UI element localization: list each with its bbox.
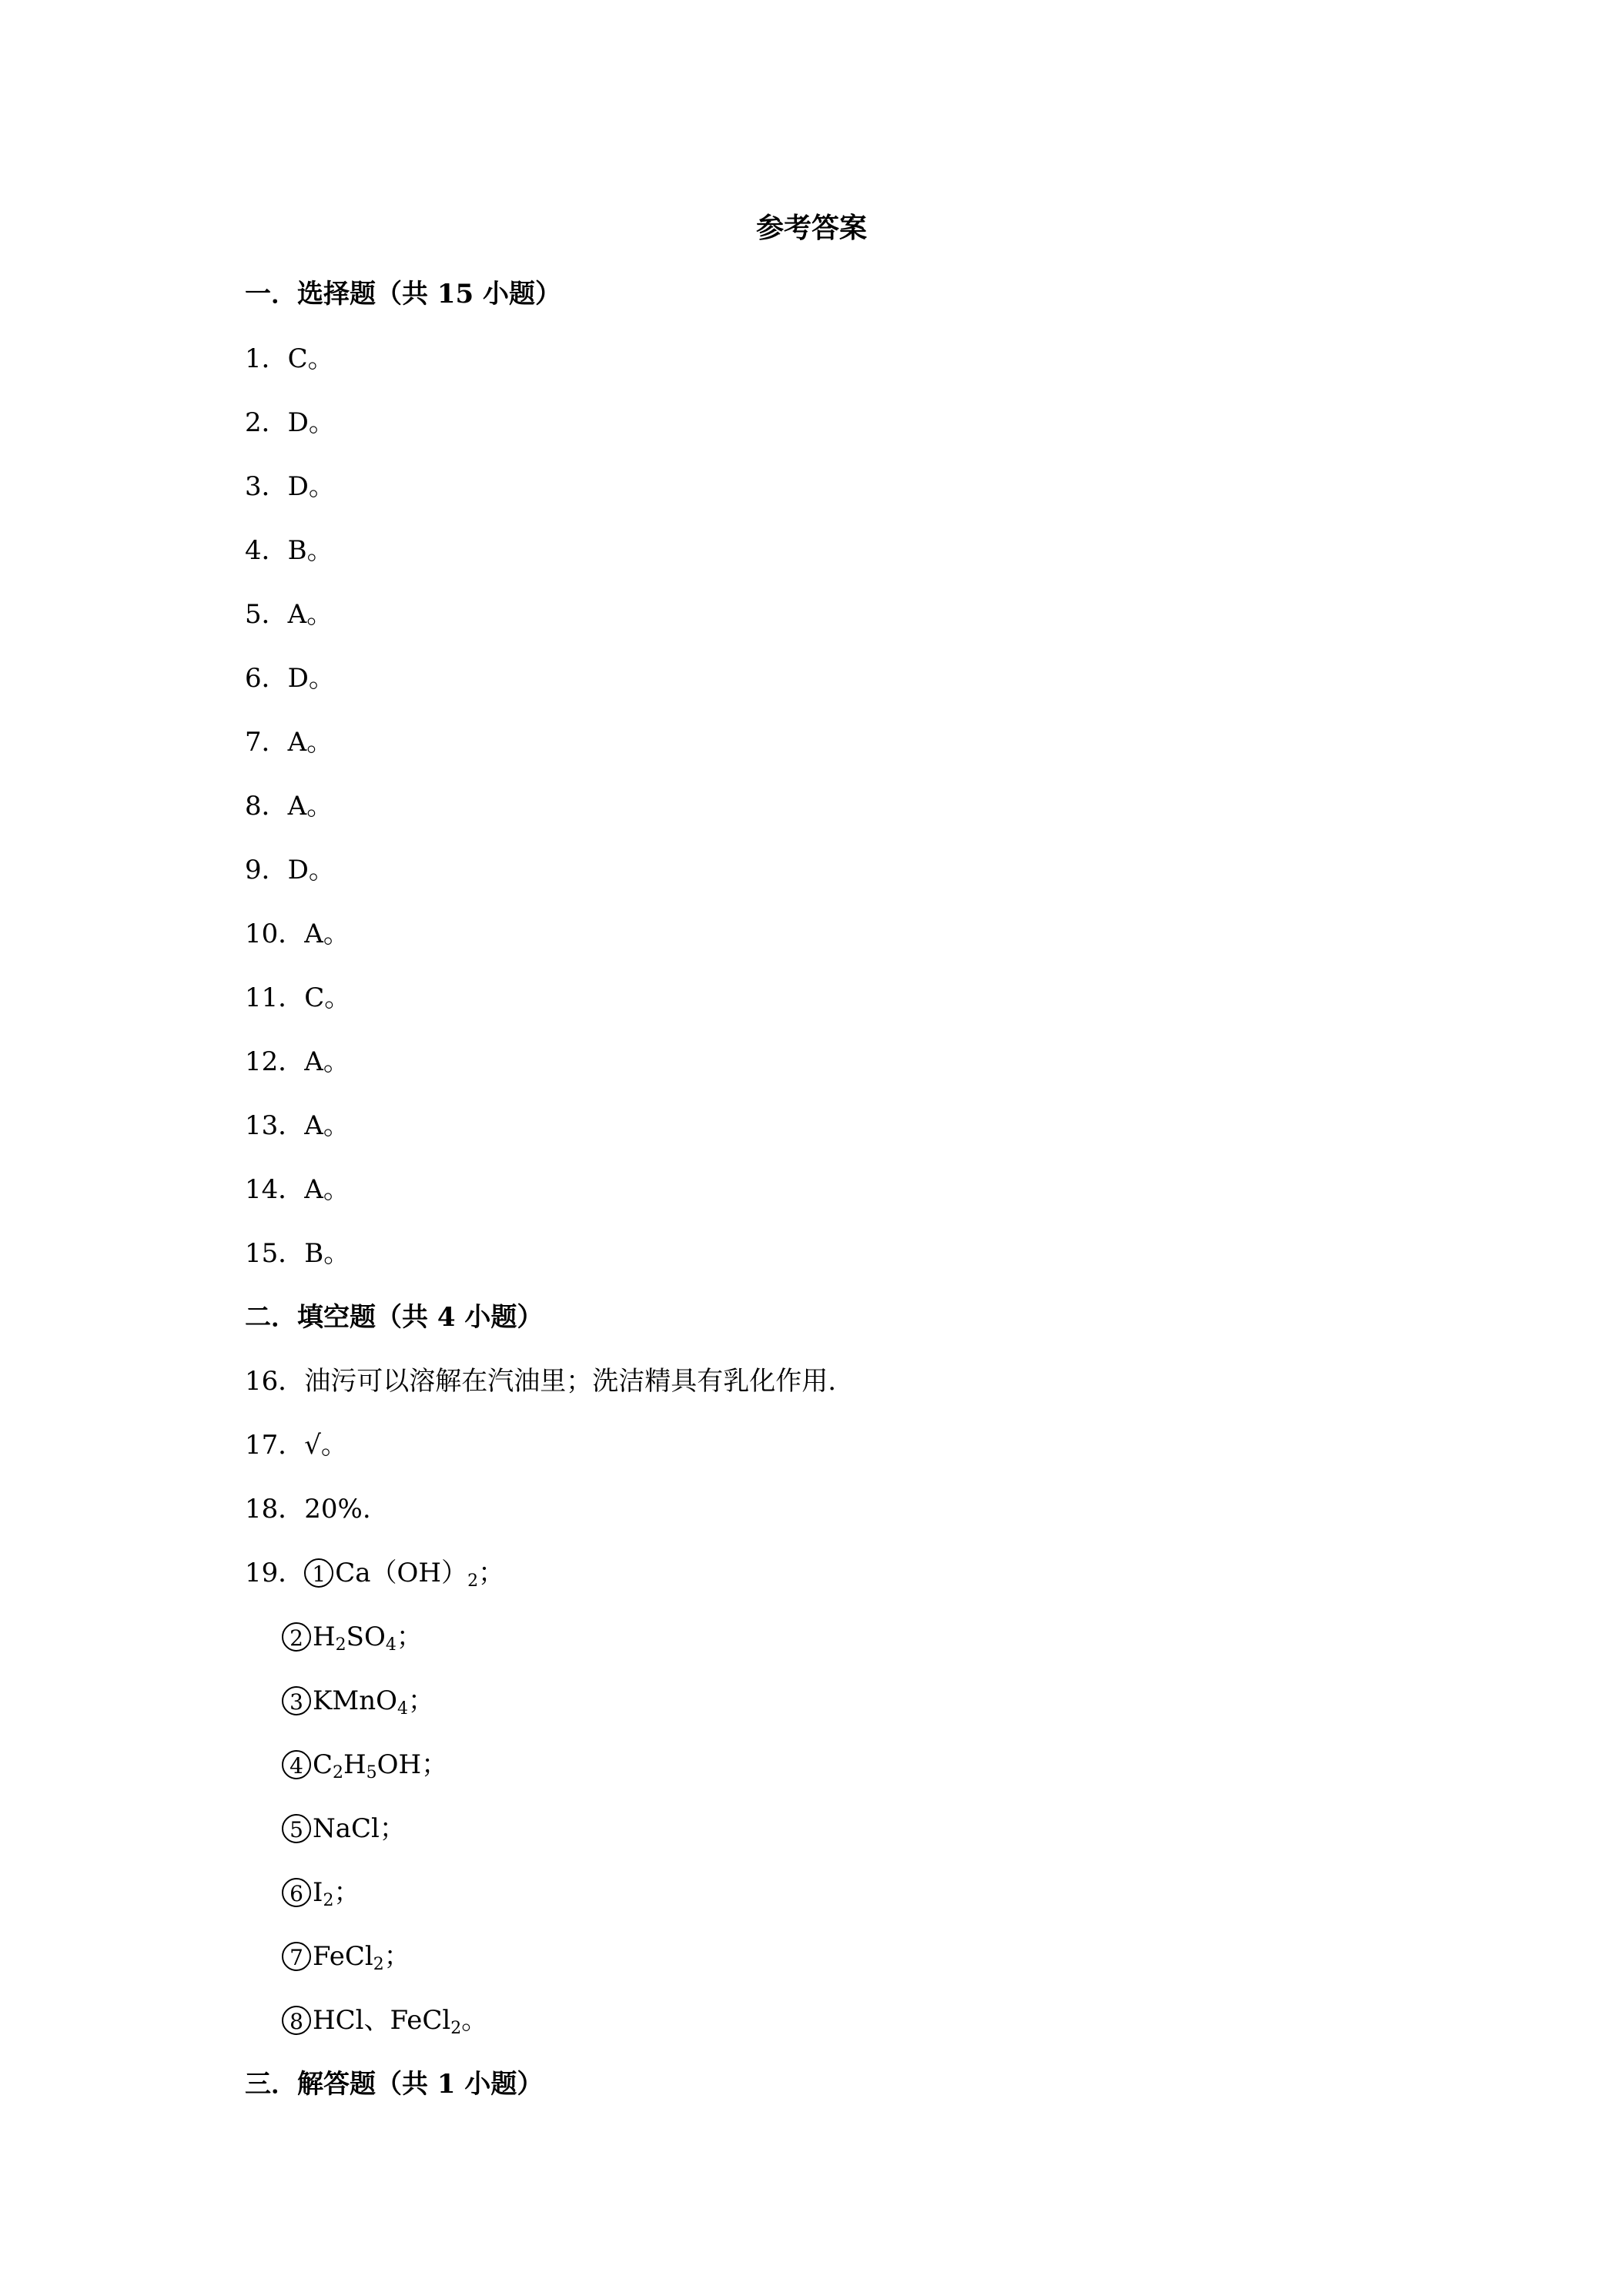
item-number: 17． xyxy=(245,1430,305,1461)
formula-text: C xyxy=(313,1749,333,1780)
item-answer: D。 xyxy=(287,855,335,885)
item-answer: C。 xyxy=(287,343,334,374)
item-answer: D。 xyxy=(287,407,335,438)
section-heading-fill: 二．填空题（共 4 小题） xyxy=(245,1302,544,1333)
section-heading-choice: 一．选择题（共 15 小题） xyxy=(245,279,561,310)
item-number: 2． xyxy=(245,407,288,438)
item-answer: √。 xyxy=(304,1430,347,1461)
section-heading-answer: 三．解答题（共 1 小题） xyxy=(245,2069,544,2100)
formula-text: 。 xyxy=(461,2005,488,2036)
formula-text: OH； xyxy=(376,1749,448,1780)
formula-text: ； xyxy=(333,1877,360,1908)
answer-item xyxy=(245,979,350,1016)
item-number: 16． xyxy=(245,1366,305,1397)
item-number: 14． xyxy=(245,1174,305,1205)
circled-number-4: 4 xyxy=(282,1750,311,1779)
item-answer: 20%. xyxy=(304,1494,371,1525)
formula-subscript: 2 xyxy=(373,1955,384,1974)
item-number: 18． xyxy=(245,1494,305,1525)
answer-item xyxy=(245,1107,350,1144)
item-answer: D。 xyxy=(287,471,335,502)
item-answer: A。 xyxy=(304,919,350,949)
answer-item xyxy=(245,404,335,441)
circled-number-8: 8 xyxy=(282,2006,311,2035)
answer-item xyxy=(245,340,334,377)
answer-item-19 xyxy=(245,1555,504,1591)
item-number: 11． xyxy=(245,982,305,1013)
item-answer: A。 xyxy=(304,1110,350,1141)
answer-item xyxy=(245,788,333,825)
formula-text: ； xyxy=(408,1685,434,1716)
item-number: 3． xyxy=(245,471,288,502)
circled-number-1: 1 xyxy=(304,1558,333,1588)
item-number: 6． xyxy=(245,663,288,694)
answer-item xyxy=(245,1427,347,1464)
formula-text: ； xyxy=(478,1558,505,1588)
circled-number-2: 2 xyxy=(282,1622,311,1652)
circled-number-6: 6 xyxy=(282,1878,311,1907)
formula-text: SO xyxy=(346,1622,386,1652)
item-number: 15． xyxy=(245,1238,305,1269)
answer-item xyxy=(245,1235,350,1272)
formula-subscript: 4 xyxy=(397,1699,408,1719)
sub-answer-8 xyxy=(282,2002,487,2039)
item-number: 10． xyxy=(245,919,305,949)
sub-answer-4 xyxy=(282,1746,447,1783)
item-answer: A。 xyxy=(287,599,333,630)
answer-item xyxy=(245,1171,350,1208)
answer-item xyxy=(245,468,335,505)
item-number: 5． xyxy=(245,599,288,630)
answer-item xyxy=(245,660,335,697)
answer-item xyxy=(245,1363,836,1400)
sub-answer-2 xyxy=(282,1618,423,1655)
item-answer: B。 xyxy=(304,1238,350,1269)
formula-subscript: 2 xyxy=(450,2019,462,2038)
formula-text: H xyxy=(343,1749,366,1780)
answer-item xyxy=(245,915,350,952)
answer-item xyxy=(245,1491,371,1528)
sub-answer-5 xyxy=(282,1810,406,1847)
sub-answer-6 xyxy=(282,1874,360,1911)
item-answer: D。 xyxy=(287,663,335,694)
answer-item xyxy=(245,1043,350,1080)
formula-subscript: 5 xyxy=(366,1763,377,1782)
answer-item xyxy=(245,852,335,889)
formula-subscript: 2 xyxy=(323,1891,334,1910)
page-title: 参考答案 xyxy=(755,212,867,244)
item-answer: A。 xyxy=(287,791,333,822)
item-number: 13． xyxy=(245,1110,305,1141)
formula-text: Ca（OH） xyxy=(335,1558,468,1588)
formula-text: ； xyxy=(396,1622,423,1652)
sub-answer-7 xyxy=(282,1938,410,1975)
item-answer: A。 xyxy=(287,727,333,758)
item-answer: A。 xyxy=(304,1046,350,1077)
item-number: 8． xyxy=(245,791,288,822)
item-answer: 油污可以溶解在汽油里；洗洁精具有乳化作用. xyxy=(304,1366,837,1397)
item-number: 7． xyxy=(245,727,288,758)
formula-subscript: 4 xyxy=(385,1635,397,1655)
formula-text: FeCl xyxy=(313,1941,373,1972)
sub-answer-3 xyxy=(282,1682,434,1719)
item-answer: C。 xyxy=(304,982,351,1013)
item-answer: A。 xyxy=(304,1174,350,1205)
formula-subscript: 2 xyxy=(333,1763,344,1782)
formula-text: I xyxy=(313,1877,323,1908)
item-answer: B。 xyxy=(287,535,333,566)
formula-text: ； xyxy=(383,1941,410,1972)
formula-subscript: 2 xyxy=(335,1635,346,1655)
circled-number-7: 7 xyxy=(282,1942,311,1971)
formula-text: HCl、FeCl xyxy=(313,2005,451,2036)
formula-text: H xyxy=(313,1622,336,1652)
item-number: 9． xyxy=(245,855,288,885)
item-number: 4． xyxy=(245,535,288,566)
item-number: 1． xyxy=(245,343,288,374)
answer-item xyxy=(245,596,333,633)
answer-item xyxy=(245,724,333,761)
circled-number-5: 5 xyxy=(282,1814,311,1843)
circled-number-3: 3 xyxy=(282,1686,311,1715)
answer-item xyxy=(245,532,333,569)
formula-text: KMnO xyxy=(313,1685,397,1716)
item-number: 19． xyxy=(245,1558,305,1588)
item-number: 12． xyxy=(245,1046,305,1077)
formula-subscript: 2 xyxy=(467,1571,479,1591)
formula-text: NaCl； xyxy=(313,1813,406,1844)
